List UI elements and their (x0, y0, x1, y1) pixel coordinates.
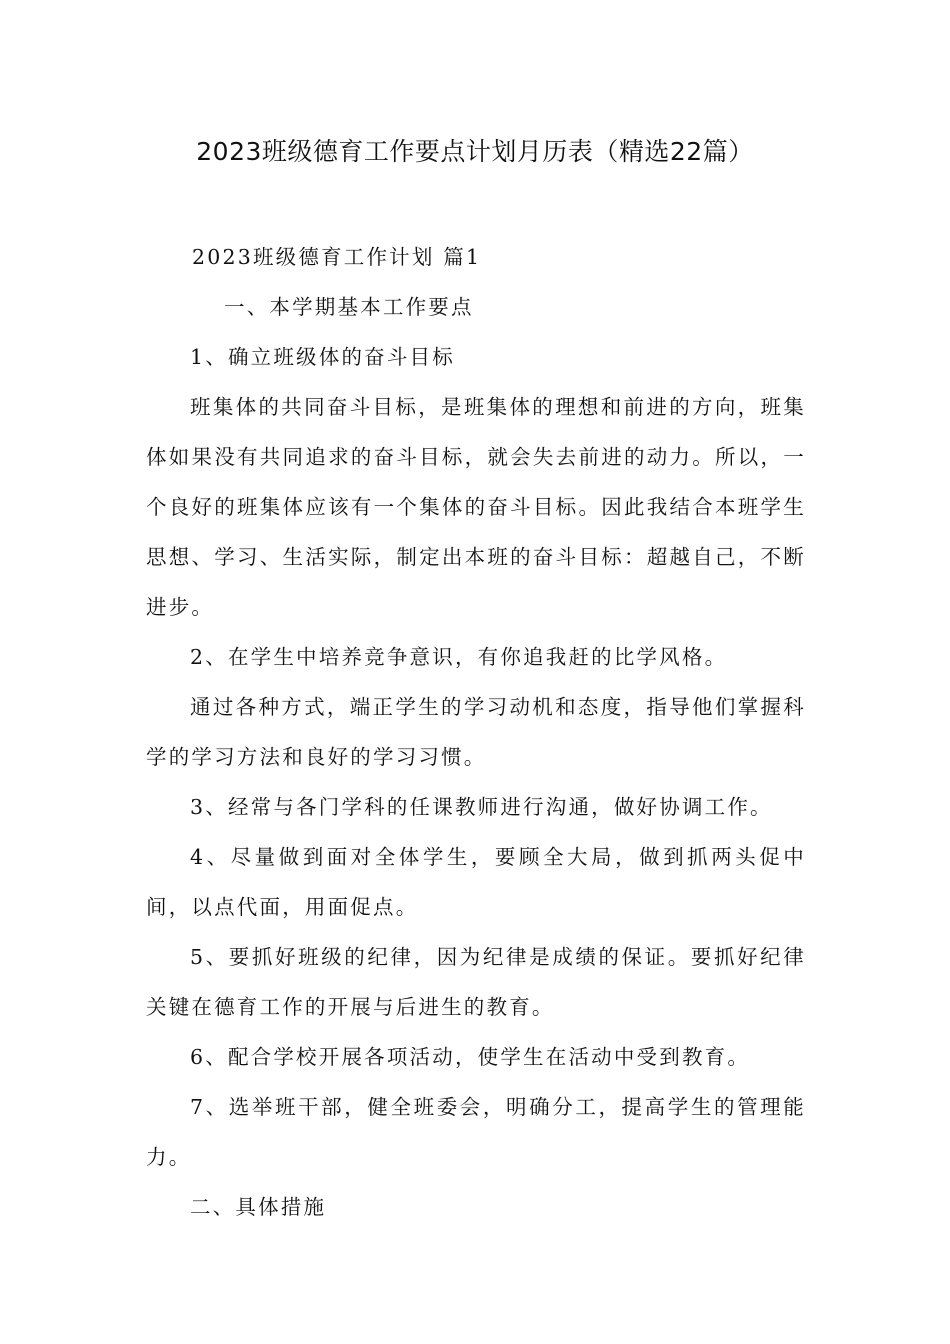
subsection-heading: 二、具体措施 (190, 1195, 327, 1219)
list-item: 1、确立班级体的奋斗目标 (190, 345, 455, 369)
list-item: 7、选举班干部，健全班委会，明确分工，提高学生的管理能力。 (146, 1095, 806, 1169)
section-heading: 2023班级德育工作计划 篇1 (192, 245, 482, 269)
list-item: 6、配合学校开展各项活动，使学生在活动中受到教育。 (190, 1045, 751, 1069)
document-body (146, 232, 806, 1232)
document-title: 2023班级德育工作要点计划月历表（精选22篇） (196, 137, 754, 166)
paragraph: 班集体的共同奋斗目标，是班集体的理想和前进的方向，班集体如果没有共同追求的奋斗目标，就会失去前进的动力。所以，一个良好的班集体应该有一个集体的奋斗目标。因此我结合本班学生思想、学习、生活实际，制定出本班的奋斗目标：超越自己，不断进步。 (146, 395, 806, 619)
list-item: 2、在学生中培养竞争意识，有你追我赶的比学风格。 (190, 645, 728, 669)
paragraph: 通过各种方式，端正学生的学习动机和态度，指导他们掌握科学的学习方法和良好的学习习惯。 (146, 695, 806, 769)
list-item: 3、经常与各门学科的任课教师进行沟通，做好协调工作。 (190, 795, 773, 819)
list-item: 5、要抓好班级的纪律，因为纪律是成绩的保证。要抓好纪律关键在德育工作的开展与后进生的教育。 (146, 945, 806, 1019)
list-item: 4、尽量做到面对全体学生，要顾全大局，做到抓两头促中间，以点代面，用面促点。 (146, 845, 806, 919)
subsection-heading: 一、本学期基本工作要点 (224, 295, 474, 319)
